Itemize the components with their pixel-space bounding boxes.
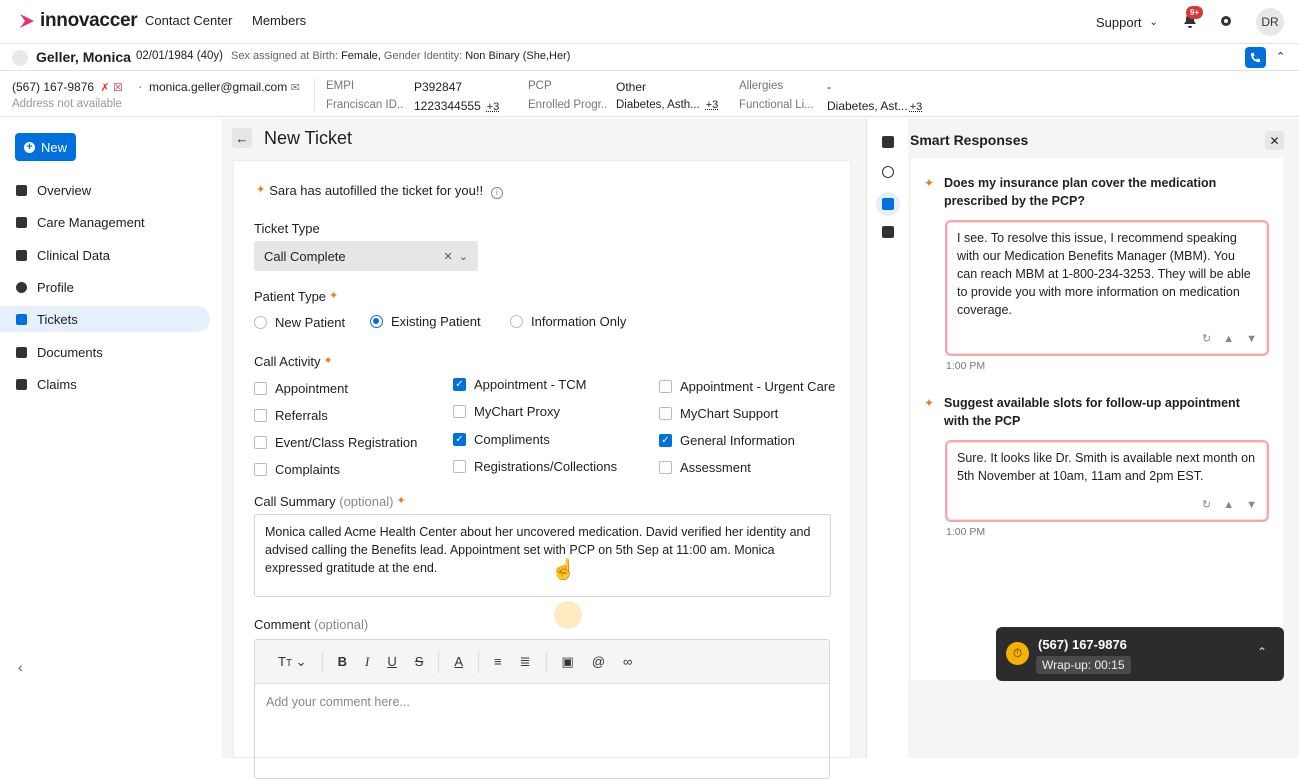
contact-card-icon[interactable] [882, 136, 894, 148]
innovaccer-logo[interactable] [18, 10, 137, 32]
checkbox-mychart-proxy[interactable] [453, 404, 560, 419]
sidebar-item-care-management[interactable] [0, 209, 210, 235]
text-color-icon[interactable]: A [454, 654, 464, 669]
checkbox-complaints[interactable] [254, 462, 340, 477]
divider [314, 79, 315, 111]
dot-separator: · [138, 79, 143, 94]
checkbox-mychart-support[interactable] [659, 406, 778, 421]
sidebar-item-label: Overview [37, 182, 92, 198]
more-link[interactable]: +3 [705, 99, 719, 111]
field-value [616, 99, 718, 111]
radio-existing-patient[interactable] [370, 314, 481, 329]
checkbox [254, 409, 267, 422]
checkbox-appointment-urgent-care[interactable] [659, 379, 835, 394]
bullet-list-icon[interactable]: ≡ [494, 654, 502, 669]
field-label: EMPI [326, 80, 355, 92]
no-call-icon: ✗ [100, 82, 110, 94]
checkbox-label: Appointment - Urgent Care [680, 379, 836, 394]
checkbox [659, 380, 672, 393]
sidebar-item-label: Claims [37, 376, 77, 392]
autofill-text: Sara has autofilled the ticket for you!! [269, 183, 484, 198]
sidebar-item-profile[interactable] [0, 274, 210, 300]
comment-text: Comment [254, 617, 311, 632]
chevron-up-icon[interactable]: ⌃ [1257, 645, 1268, 659]
call-activity-label [254, 354, 333, 369]
regenerate-icon[interactable]: ↻ [1202, 499, 1212, 511]
checkbox-label: Referrals [275, 408, 328, 423]
bold-icon[interactable]: B [337, 654, 347, 669]
field-label: PCP [528, 80, 552, 92]
call-summary-text: Call Summary [254, 494, 336, 509]
sidebar-item-documents[interactable] [0, 339, 210, 365]
person-circle-icon[interactable] [882, 166, 894, 178]
checkbox [659, 407, 672, 420]
checkbox-checked: ✓ [453, 433, 466, 446]
regenerate-icon[interactable]: ↻ [1202, 333, 1212, 345]
call-button[interactable] [1245, 47, 1266, 68]
sidebar-item-label: Clinical Data [37, 247, 110, 263]
sidebar-item-tickets[interactable] [0, 306, 210, 332]
hand-pointer-icon: ☝ [551, 559, 576, 581]
cursor-highlight [554, 601, 582, 629]
back-arrow-icon[interactable]: ← [232, 128, 252, 148]
field-label: Functional Li... [739, 99, 814, 111]
page-title: New Ticket [264, 128, 353, 148]
brand-icon [18, 12, 36, 30]
patient-type-text: Patient Type [254, 289, 327, 304]
thumbs-down-icon[interactable]: ▼ [1246, 499, 1257, 511]
gender-label: Gender Identity: [383, 50, 463, 62]
image-icon[interactable]: ▣ [561, 653, 574, 669]
sparkle-icon: ✦ [323, 355, 333, 367]
patient-contact-row [0, 71, 1299, 117]
suggested-question: Does my insurance plan cover the medication prescribed by the PCP? [944, 176, 1217, 208]
suggested-answer[interactable] [945, 440, 1269, 522]
phone-icon [1250, 52, 1261, 63]
more-link[interactable]: +3 [909, 101, 923, 113]
chevron-down-icon[interactable]: ⌄ [458, 250, 468, 263]
patient-type-label [254, 289, 338, 304]
comment-label [254, 617, 368, 632]
radio-circle-selected [370, 315, 383, 328]
underline-icon[interactable]: U [387, 654, 397, 669]
select-controls [443, 250, 468, 263]
ticket-icon [16, 314, 27, 325]
divider [322, 651, 323, 673]
checkbox-label: Assessment [680, 460, 751, 475]
sidebar-item-label: Tickets [37, 311, 78, 327]
answer-text: Sure. It looks like Dr. Smith is available next month on 5th November at 10am, 11am and 2pm EST. [957, 451, 1256, 483]
radio-label: Existing Patient [391, 314, 481, 329]
checkbox-label: Complaints [275, 462, 341, 477]
field-label: Enrolled Progr.. [528, 99, 608, 111]
gender-value: Non Binary (She,Her) [465, 50, 571, 62]
claims-icon [16, 379, 27, 390]
radio-label: New Patient [275, 315, 346, 330]
checkbox-event-class-registration[interactable] [254, 435, 417, 450]
patient-dob: 02/01/1984 (40y) [136, 50, 223, 62]
call-number: (567) 167-9876 [1038, 637, 1127, 652]
field-value: P392847 [414, 80, 463, 94]
comment-input[interactable]: Add your comment here... [266, 695, 410, 709]
patient-email [149, 80, 300, 94]
ticket-panel [222, 118, 866, 758]
brand-name: innovaccer [40, 10, 138, 31]
wrapup-timer: Wrap-up: 00:15 [1036, 656, 1131, 674]
patient-name: Geller, Monica [36, 49, 131, 65]
checkbox-label: Event/Class Registration [275, 435, 418, 450]
smart-responses-list [911, 158, 1283, 680]
collapse-header-icon[interactable]: ⌃ [1276, 51, 1286, 63]
sidebar-item-label: Documents [37, 344, 103, 360]
sparkle-icon: ✦ [329, 290, 339, 302]
profile-icon [16, 282, 27, 293]
new-button[interactable] [15, 133, 76, 161]
suggested-answer[interactable] [945, 220, 1269, 356]
ai-sparkle-icon[interactable] [882, 198, 894, 210]
ticket-form [233, 160, 851, 758]
more-link[interactable]: +3 [486, 101, 500, 113]
checkbox-checked: ✓ [453, 378, 466, 391]
person-icon [12, 50, 28, 66]
chevron-down-icon: ⌄ [1149, 17, 1158, 28]
checkbox-general-information[interactable] [659, 433, 795, 448]
sparkle-icon: ✦ [396, 495, 406, 507]
right-icon-rail [866, 118, 908, 758]
left-sidebar [0, 118, 222, 758]
checkbox-label: Compliments [474, 432, 550, 447]
editor-toolbar [255, 640, 829, 684]
optional-tag: (optional) [339, 494, 394, 509]
checkbox-assessment[interactable] [659, 460, 751, 475]
nav-contact-center[interactable]: Contact Center [145, 13, 233, 28]
field-value: Other [616, 80, 647, 94]
phone-number: (567) 167-9876 [12, 80, 95, 94]
field-value [414, 99, 499, 113]
checkbox-compliments[interactable] [453, 432, 550, 447]
checkbox-label: MyChart Support [680, 406, 779, 421]
sidebar-item-claims[interactable] [0, 371, 210, 397]
field-value-text: Diabetes, Ast... [827, 99, 908, 113]
collapse-sidebar-icon[interactable]: ‹ [18, 659, 23, 675]
comment-editor [254, 639, 830, 779]
suggested-question: Suggest available slots for follow-up appointment with the PCP [944, 396, 1240, 428]
patient-address: Address not available [12, 98, 122, 110]
sex-label: Sex assigned at Birth: [231, 50, 339, 62]
italic-icon[interactable]: I [364, 653, 370, 669]
support-menu[interactable] [1096, 15, 1158, 30]
divider [478, 651, 479, 673]
no-sms-icon: ☒ [112, 82, 123, 94]
checkbox [254, 436, 267, 449]
chat-icon [16, 217, 27, 228]
radio-circle [254, 316, 267, 329]
field-value: - [827, 80, 831, 94]
checkbox-label: MyChart Proxy [474, 404, 560, 419]
feedback-actions [1202, 496, 1257, 514]
divider [546, 651, 547, 673]
field-value-text: 1223344555 [414, 99, 481, 113]
sex-value: Female, [341, 50, 381, 62]
thumbs-down-icon[interactable]: ▼ [1246, 333, 1257, 345]
patient-phone [12, 80, 123, 94]
strikethrough-icon[interactable]: S [414, 654, 424, 669]
timer-icon: ⏱ [1006, 642, 1029, 665]
field-label: Allergies [739, 80, 784, 92]
checkbox-label: Appointment [275, 381, 348, 396]
checkbox-referrals[interactable] [254, 408, 328, 423]
sidebar-item-label: Profile [37, 279, 74, 295]
checkbox-appointment-tcm[interactable] [453, 377, 586, 392]
document-icon [16, 347, 27, 358]
plus-icon: + [24, 142, 35, 153]
mail-icon: ✉ [290, 82, 300, 94]
mention-icon[interactable]: @ [591, 654, 606, 669]
call-activity-text: Call Activity [254, 354, 321, 369]
patient-demographics [231, 50, 570, 62]
panel-title: Smart Responses [910, 132, 1029, 148]
answer-time: 1:00 PM [946, 360, 986, 372]
optional-tag: (optional) [313, 617, 369, 632]
patient-header [0, 44, 1299, 71]
checkbox-label: Appointment - TCM [474, 377, 587, 392]
user-avatar[interactable]: DR [1256, 8, 1284, 36]
email-text: monica.geller@gmail.com [149, 80, 288, 94]
thumbs-up-icon[interactable]: ▲ [1223, 333, 1235, 345]
field-value-text: Diabetes, Asth... [616, 99, 700, 111]
radio-label: Information Only [531, 314, 627, 329]
feedback-actions [1202, 330, 1257, 348]
active-call-widget[interactable] [996, 627, 1284, 681]
checkbox-appointment[interactable] [254, 381, 348, 396]
divider [438, 651, 439, 673]
info-icon[interactable]: i [491, 187, 503, 199]
sparkle-icon: ✦ [924, 176, 935, 190]
call-summary-label [254, 494, 406, 509]
numbered-list-icon[interactable]: ≣ [519, 653, 531, 669]
new-label: New [40, 139, 67, 155]
sidebar-item-clinical-data[interactable] [0, 242, 210, 268]
checkbox-label: General Information [680, 433, 795, 448]
top-nav-bar [0, 0, 1299, 44]
ticket-type-value: Call Complete [264, 248, 346, 264]
book-icon[interactable] [882, 226, 894, 238]
checkbox [453, 460, 466, 473]
checkbox-label: Registrations/Collections [474, 459, 618, 474]
ticket-type-label: Ticket Type [254, 221, 320, 236]
answer-time: 1:00 PM [946, 526, 986, 538]
radio-circle [510, 315, 523, 328]
close-icon[interactable]: ✕ [1265, 131, 1284, 150]
checkbox [453, 405, 466, 418]
sparkle-icon: ✦ [256, 184, 266, 196]
sparkle-icon: ✦ [924, 396, 935, 410]
checkbox-checked: ✓ [659, 434, 672, 447]
ticket-type-select[interactable] [254, 241, 478, 271]
sidebar-item-overview[interactable] [0, 177, 210, 203]
link-icon[interactable]: ∞ [623, 654, 633, 669]
clipboard-icon [16, 250, 27, 261]
nav-members[interactable]: Members [252, 13, 307, 28]
sidebar-item-label: Care Management [37, 214, 145, 230]
radio-new-patient[interactable] [254, 315, 345, 330]
autofill-note [256, 183, 503, 199]
call-summary-textarea[interactable]: Monica called Acme Health Center about her uncovered medication. David verified her identity and advised calling the Benefits lead. Appointment set with PCP on 5th Sep at 11:00 am. Monica expressed gratitude at the end. [254, 514, 831, 597]
field-value [827, 99, 922, 113]
checkbox-registrations-collections[interactable] [453, 459, 617, 474]
clear-icon[interactable]: ✕ [443, 250, 453, 263]
gear-icon[interactable] [1219, 14, 1233, 28]
text-size-icon[interactable]: TT ⌄ [278, 653, 307, 669]
overview-icon [16, 185, 27, 196]
answer-text: I see. To resolve this issue, I recommend speaking with our Medication Benefits Manager (MBM). You can reach MBM at 1-800-234-3253. They will be able to provide you with more information on medication coverage. [957, 231, 1251, 317]
support-label: Support [1096, 15, 1142, 30]
notification-badge: 9+ [1186, 6, 1203, 19]
field-label: Franciscan ID.. [326, 99, 404, 111]
thumbs-up-icon[interactable]: ▲ [1223, 499, 1235, 511]
checkbox [254, 463, 267, 476]
radio-information-only[interactable] [510, 314, 626, 329]
checkbox [659, 461, 672, 474]
checkbox [254, 382, 267, 395]
